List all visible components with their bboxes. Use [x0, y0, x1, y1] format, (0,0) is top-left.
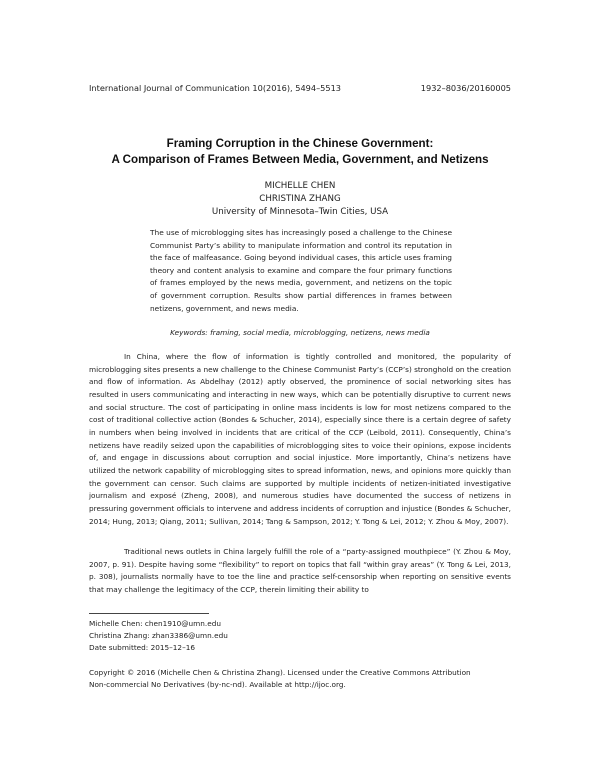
body-paragraph: Traditional news outlets in China largely fulfill the role of a “party-assigned mouthpiece” (Y. Zhou & Moy, 2007, p. 91). Despite having some “flexibility” to report on topics that fall “within gray areas” (Y. Tong & Lei, 2013, p. 308), journalists normally have to toe the line and practice self-censorship when reporting on sensitive events that may challenge the legitimacy of the CCP, therein limiting their ability to — [89, 547, 511, 594]
keywords: Keywords: framing, social media, microblogging, netizens, news media — [170, 328, 430, 337]
article-title — [89, 136, 511, 168]
body-paragraph: In China, where the flow of information is tightly controlled and monitored, the popularity of microblogging sites presents a new challenge to the Chinese Communist Party’s (CCP’s) stronghold on the creation and flow of information. As Abdelhay (2012) aptly observed, the prominence of social networking sites has resulted in users communicating and interacting in new ways, which can be potentially disruptive to current news and social structure. The cost of participating in online mass incidents is low for most netizens compared to the cost of traditional collective action (Bondes & Schucher, 2014), especially since there is a certain degree of safety in numbers when being involved in incidents that are critical of the CCP (Leibold, 2011). Consequently, China’s netizens have readily seized upon the capabilities of microblogging sites to voice their opinions, expose incidents of, and engage in discussions about corruption and social injustice. More importantly, China’s netizens have utilized the network capability of microblogging sites to spread information, news, and opinions more quickly than the government can censor. Such claims are supported by multiple incidents of netizen-initiated investigative journalism and exposé (Zheng, 2008), and numerous studies have documented the success of netizens in pressuring government officials to intervene and address incidents of corruption and injustice (Bondes & Schucher, 2014; Hung, 2013; Qiang, 2011; Sullivan, 2014; Tang & Sampson, 2012; Y. Tong & Lei, 2012; Y. Zhou & Moy, 2007). — [89, 352, 511, 526]
abstract: The use of microblogging sites has increasingly posed a challenge to the Chinese Communist Party’s ability to manipulate information and control its reputation in the face of malfeasance. Going beyond individual cases, this article uses framing theory and content analysis to examine and compare the four primary functions of frames employed by the news media, government, and netizens on the topic of government corruption. Results show partial differences in frames between netizens, government, and news media. — [150, 228, 452, 313]
author-contact: Christina Zhang: zhan3386@umn.edu — [89, 631, 228, 641]
issn: 1932–8036/20160005 — [420, 83, 511, 93]
copyright-notice — [89, 667, 511, 692]
footnote-divider — [89, 613, 209, 614]
date-submitted: Date submitted: 2015–12–16 — [89, 643, 196, 653]
author-block — [89, 180, 511, 219]
author-contact: Michelle Chen: chen1910@umn.edu — [89, 619, 221, 628]
journal-citation: International Journal of Communication 10(2016), 5494–5513 — [89, 83, 342, 93]
affiliation: University of Minnesota–Twin Cities, USA — [211, 207, 389, 217]
copyright-line-1: Copyright © 2016 (Michelle Chen & Christina Zhang). Licensed under the Creative Commons Attribution — [89, 668, 471, 677]
title-line-2: A Comparison of Frames Between Media, Government, and Netizens — [111, 153, 489, 166]
footnotes — [89, 618, 511, 655]
copyright-line-2: Non-commercial No Derivatives (by-nc-nd). Available at http://ijoc.org. — [89, 680, 346, 690]
author-name: MICHELLE CHEN — [264, 181, 336, 191]
title-line-1: Framing Corruption in the Chinese Government: — [166, 137, 434, 150]
author-name: CHRISTINA ZHANG — [259, 194, 341, 204]
